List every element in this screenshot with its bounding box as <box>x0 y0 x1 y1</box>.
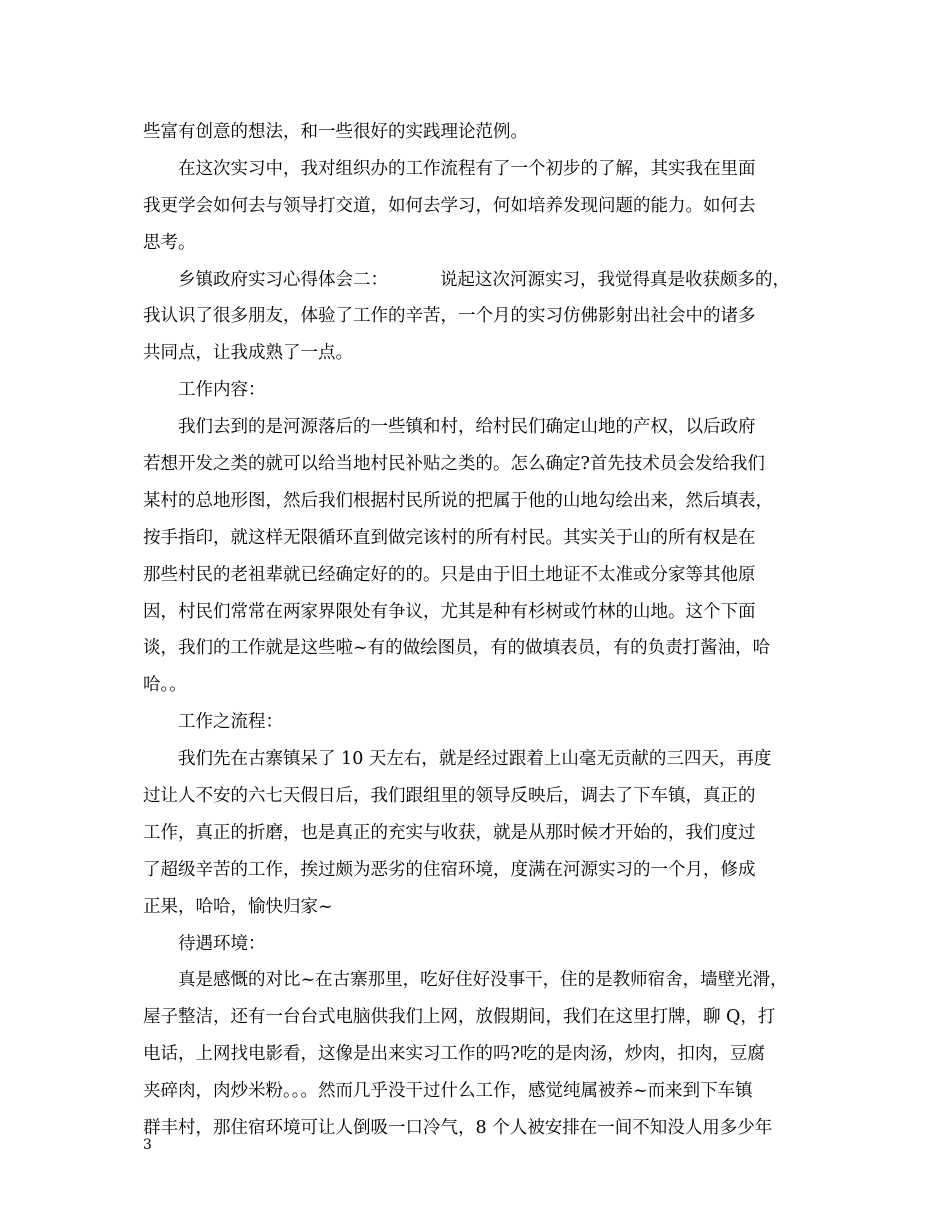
subheading-work-content: 工作内容： <box>178 380 266 401</box>
text-line: 在这次实习中，我对组织办的工作流程有了一个初步的了解，其实我在里面 <box>178 158 756 179</box>
document-body <box>143 114 821 1147</box>
text-line: 些富有创意的想法，和一些很好的实践理论范例。 <box>143 122 528 142</box>
text-line: 群丰村，那住宿环境可让人倒吸一口冷气，8 个人被安排在一间不知没人用多少年 <box>143 1118 773 1139</box>
text-line: 那些村民的老祖辈就已经确定好的的。只是由于旧土地证不太准或分家等其他原 <box>143 564 756 585</box>
text-line: 我们去到的是河源落后的一些镇和村，给村民们确定山地的产权，以后政府 <box>178 417 756 438</box>
text-line: 屋子整洁，还有一台台式电脑供我们上网，放假期间，我们在这里打牌，聊 Q，打 <box>143 1007 776 1028</box>
text-line: 思考。 <box>143 232 196 253</box>
text-line: 我认识了很多朋友，体验了工作的辛苦，一个月的实习仿佛影射出社会中的诸多 <box>143 306 756 327</box>
text-line: 因，村民们常常在两家界限处有争议，尤其是种有杉树或竹林的山地。这个下面 <box>143 601 756 622</box>
text-line: 某村的总地形图，然后我们根据村民所说的把属于他的山地勾绘出来，然后填表， <box>143 490 773 511</box>
text-line: 哈。。 <box>143 675 187 696</box>
text-line: 共同点，让我成熟了一点。 <box>143 343 353 364</box>
text-line: 正果，哈哈，愉快归家~ <box>143 896 333 917</box>
text-line: 若想开发之类的就可以给当地村民补贴之类的。怎么确定?首先技术员会发给我们 <box>143 454 765 475</box>
section-heading-line <box>143 262 821 299</box>
text-line: 过让人不安的六七天假日后，我们跟组里的领导反映后，调去了下车镇，真正的 <box>143 786 756 807</box>
text-line: 了超级辛苦的工作，挨过颇为恶劣的住宿环境，度满在河源实习的一个月，修成 <box>143 859 756 880</box>
text-line: 按手指印，就这样无限循环直到做完该村的所有村民。其实关于山的所有权是在 <box>143 527 756 548</box>
subheading-work-process: 工作之流程： <box>178 712 283 733</box>
text-line: 工作，真正的折磨，也是真正的充实与收获，就是从那时候才开始的，我们度过 <box>143 822 756 843</box>
text-line: 我们先在古寨镇呆了 10 天左右，就是经过跟着上山毫无贡献的三四天，再度 <box>178 749 772 770</box>
subheading-treatment-environment: 待遇环境： <box>178 933 266 954</box>
text-line: 真是感慨的对比~在古寨那里，吃好住好没事干，住的是教师宿舍，墙壁光滑， <box>178 970 788 991</box>
text-line: 说起这次河源实习，我觉得真是收获颇多的， <box>440 269 790 290</box>
text-line: 夹碎肉，肉炒米粉。。。然而几乎没干过什么工作，感觉纯属被养~而来到下车镇 <box>143 1081 753 1102</box>
page-number: 3 <box>143 1137 152 1153</box>
text-line: 谈，我们的工作就是这些啦~有的做绘图员，有的做填表员，有的负责打酱油，哈 <box>143 638 771 659</box>
section-heading: 乡镇政府实习心得体会二： <box>178 269 388 290</box>
text-line: 我更学会如何去与领导打交道，如何去学习，何如培养发现问题的能力。如何去 <box>143 195 756 216</box>
text-line: 电话，上网找电影看，这像是出来实习工作的吗?吃的是肉汤，炒肉，扣肉，豆腐 <box>143 1044 765 1065</box>
